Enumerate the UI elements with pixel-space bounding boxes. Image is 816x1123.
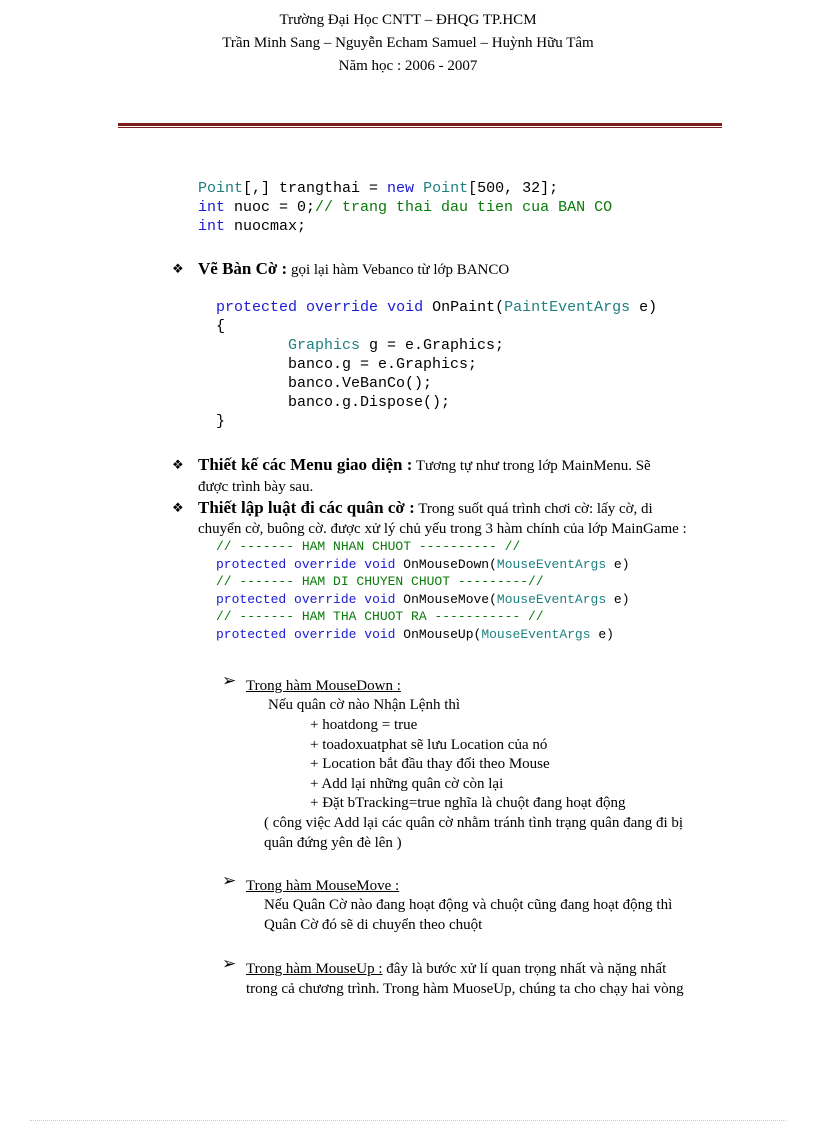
code-token: PaintEventArgs [504, 299, 631, 316]
code-token: { [216, 318, 226, 335]
section-move-rules [172, 498, 653, 519]
code-token: override [306, 299, 379, 316]
arrow-bullet-icon: ➢ [222, 871, 237, 890]
code-token: protected [216, 556, 287, 572]
text-line: + Add lại những quân cờ còn lại [310, 776, 504, 792]
code-token: override [294, 556, 357, 572]
code-token: e) [590, 626, 614, 642]
code-token: banco.VeBanCo(); [288, 375, 433, 392]
subsection-title: Trong hàm MouseUp : [246, 961, 383, 977]
header-authors: Trần Minh Sang – Nguyễn Echam Samuel – Huỳnh Hữu Tâm [222, 35, 594, 51]
code-token: banco.g = e.Graphics; [288, 356, 478, 373]
code-token: [500, 32]; [468, 180, 559, 197]
code-token: override [294, 591, 357, 607]
section-text: Tương tự như trong lớp MainMenu. Sẽ [412, 458, 651, 474]
subsection-title: Trong hàm MouseMove : [246, 878, 400, 894]
text-line: ( công việc Add lại các quân cờ nhằm tránh tình trạng quân đang đi bị [264, 815, 684, 831]
code-token: void [387, 299, 424, 316]
text-line: + Đặt bTracking=true nghĩa là chuột đang hoạt động [310, 795, 626, 811]
code-token: override [294, 626, 357, 642]
code-token: MouseEventArgs [481, 626, 591, 642]
text-line: + toadoxuatphat sẽ lưu Location của nó [310, 737, 548, 753]
code-comment: // ------- HAM DI CHUYEN CHUOT ---------// [216, 574, 544, 589]
code-token: OnMouseDown( [395, 556, 497, 572]
subsection-title: Trong hàm MouseDown : [246, 678, 401, 694]
code-token: MouseEventArgs [496, 591, 607, 607]
diamond-bullet-icon: ❖ [172, 261, 184, 276]
code-token: int [198, 199, 226, 216]
text-line: Nếu quân cờ nào Nhận Lệnh thì [268, 697, 461, 713]
code-token: Point [423, 180, 469, 197]
section-draw-board [172, 259, 510, 280]
code-token: void [364, 626, 396, 642]
code-token: [,] trangthai = [243, 180, 388, 197]
code-token: nuoc = 0; [225, 199, 316, 216]
text-line: quân đứng yên đè lên ) [264, 835, 402, 851]
code-token: MouseEventArgs [496, 556, 607, 572]
section-text: gọi lại hàm Vebanco từ lớp BANCO [287, 262, 510, 278]
text-line: trong cả chương trình. Trong hàm MuoseUp, chúng ta cho chạy hai vòng [246, 981, 684, 997]
code-block-mouse-handlers [216, 538, 630, 643]
code-token: void [364, 591, 396, 607]
code-token: e) [630, 299, 658, 316]
section-heading: Thiết lập luật đi các quân cờ : [198, 498, 415, 517]
text-line: Nếu Quân Cờ nào đang hoạt động và chuột cũng đang hoạt động thì [264, 897, 673, 913]
code-token: protected [216, 299, 298, 316]
code-token: int [198, 218, 226, 235]
text-line: Quân Cờ đó sẽ di chuyển theo chuột [264, 917, 483, 933]
section-text: được trình bày sau. [198, 479, 314, 495]
diamond-bullet-icon: ❖ [172, 500, 184, 515]
section-text: chuyển cờ, buông cờ. được xử lý chủ yếu trong 3 hàm chính của lớp MainGame : [198, 521, 687, 537]
header-year: Năm học : 2006 - 2007 [338, 58, 478, 74]
code-token: } [216, 413, 226, 430]
section-heading: Vẽ Bàn Cờ : [198, 259, 288, 278]
page-footer-divider [30, 1120, 786, 1121]
text-line: đây là bước xử lí quan trọng nhất và nặng nhất [382, 961, 667, 977]
code-comment: // trang thai dau tien cua BAN CO [315, 199, 613, 216]
arrow-bullet-icon: ➢ [222, 954, 237, 973]
code-token: protected [216, 626, 287, 642]
section-menu-design [172, 455, 651, 476]
code-token: Point [198, 180, 244, 197]
code-block-fields [198, 179, 612, 236]
code-comment: // ------- HAM NHAN CHUOT ---------- // [216, 539, 521, 554]
code-token: e) [606, 591, 630, 607]
code-token: g = e.Graphics; [360, 337, 505, 354]
code-token: nuocmax; [225, 218, 307, 235]
arrow-bullet-icon: ➢ [222, 671, 237, 690]
subsection-line [246, 959, 666, 979]
header-rule [118, 123, 722, 126]
header-rule-thin [118, 127, 722, 128]
header-school: Trường Đại Học CNTT – ĐHQG TP.HCM [279, 12, 537, 28]
code-token: new [387, 180, 415, 197]
text-line: + Location bắt đầu thay đổi theo Mouse [310, 756, 550, 772]
code-token: e) [606, 556, 630, 572]
code-token: Graphics [288, 337, 361, 354]
section-text: Trong suốt quá trình chơi cờ: lấy cờ, di [414, 501, 653, 517]
text-line: + hoatdong = true [310, 717, 418, 733]
code-token: OnPaint( [423, 299, 505, 316]
code-token: void [364, 556, 396, 572]
code-token: protected [216, 591, 287, 607]
code-comment: // ------- HAM THA CHUOT RA ----------- // [216, 609, 544, 624]
section-heading: Thiết kế các Menu giao diện : [198, 455, 413, 474]
code-block-onpaint [216, 298, 657, 431]
code-token: OnMouseMove( [395, 591, 497, 607]
code-token: banco.g.Dispose(); [288, 394, 451, 411]
diamond-bullet-icon: ❖ [172, 457, 184, 472]
code-token: OnMouseUp( [395, 626, 482, 642]
